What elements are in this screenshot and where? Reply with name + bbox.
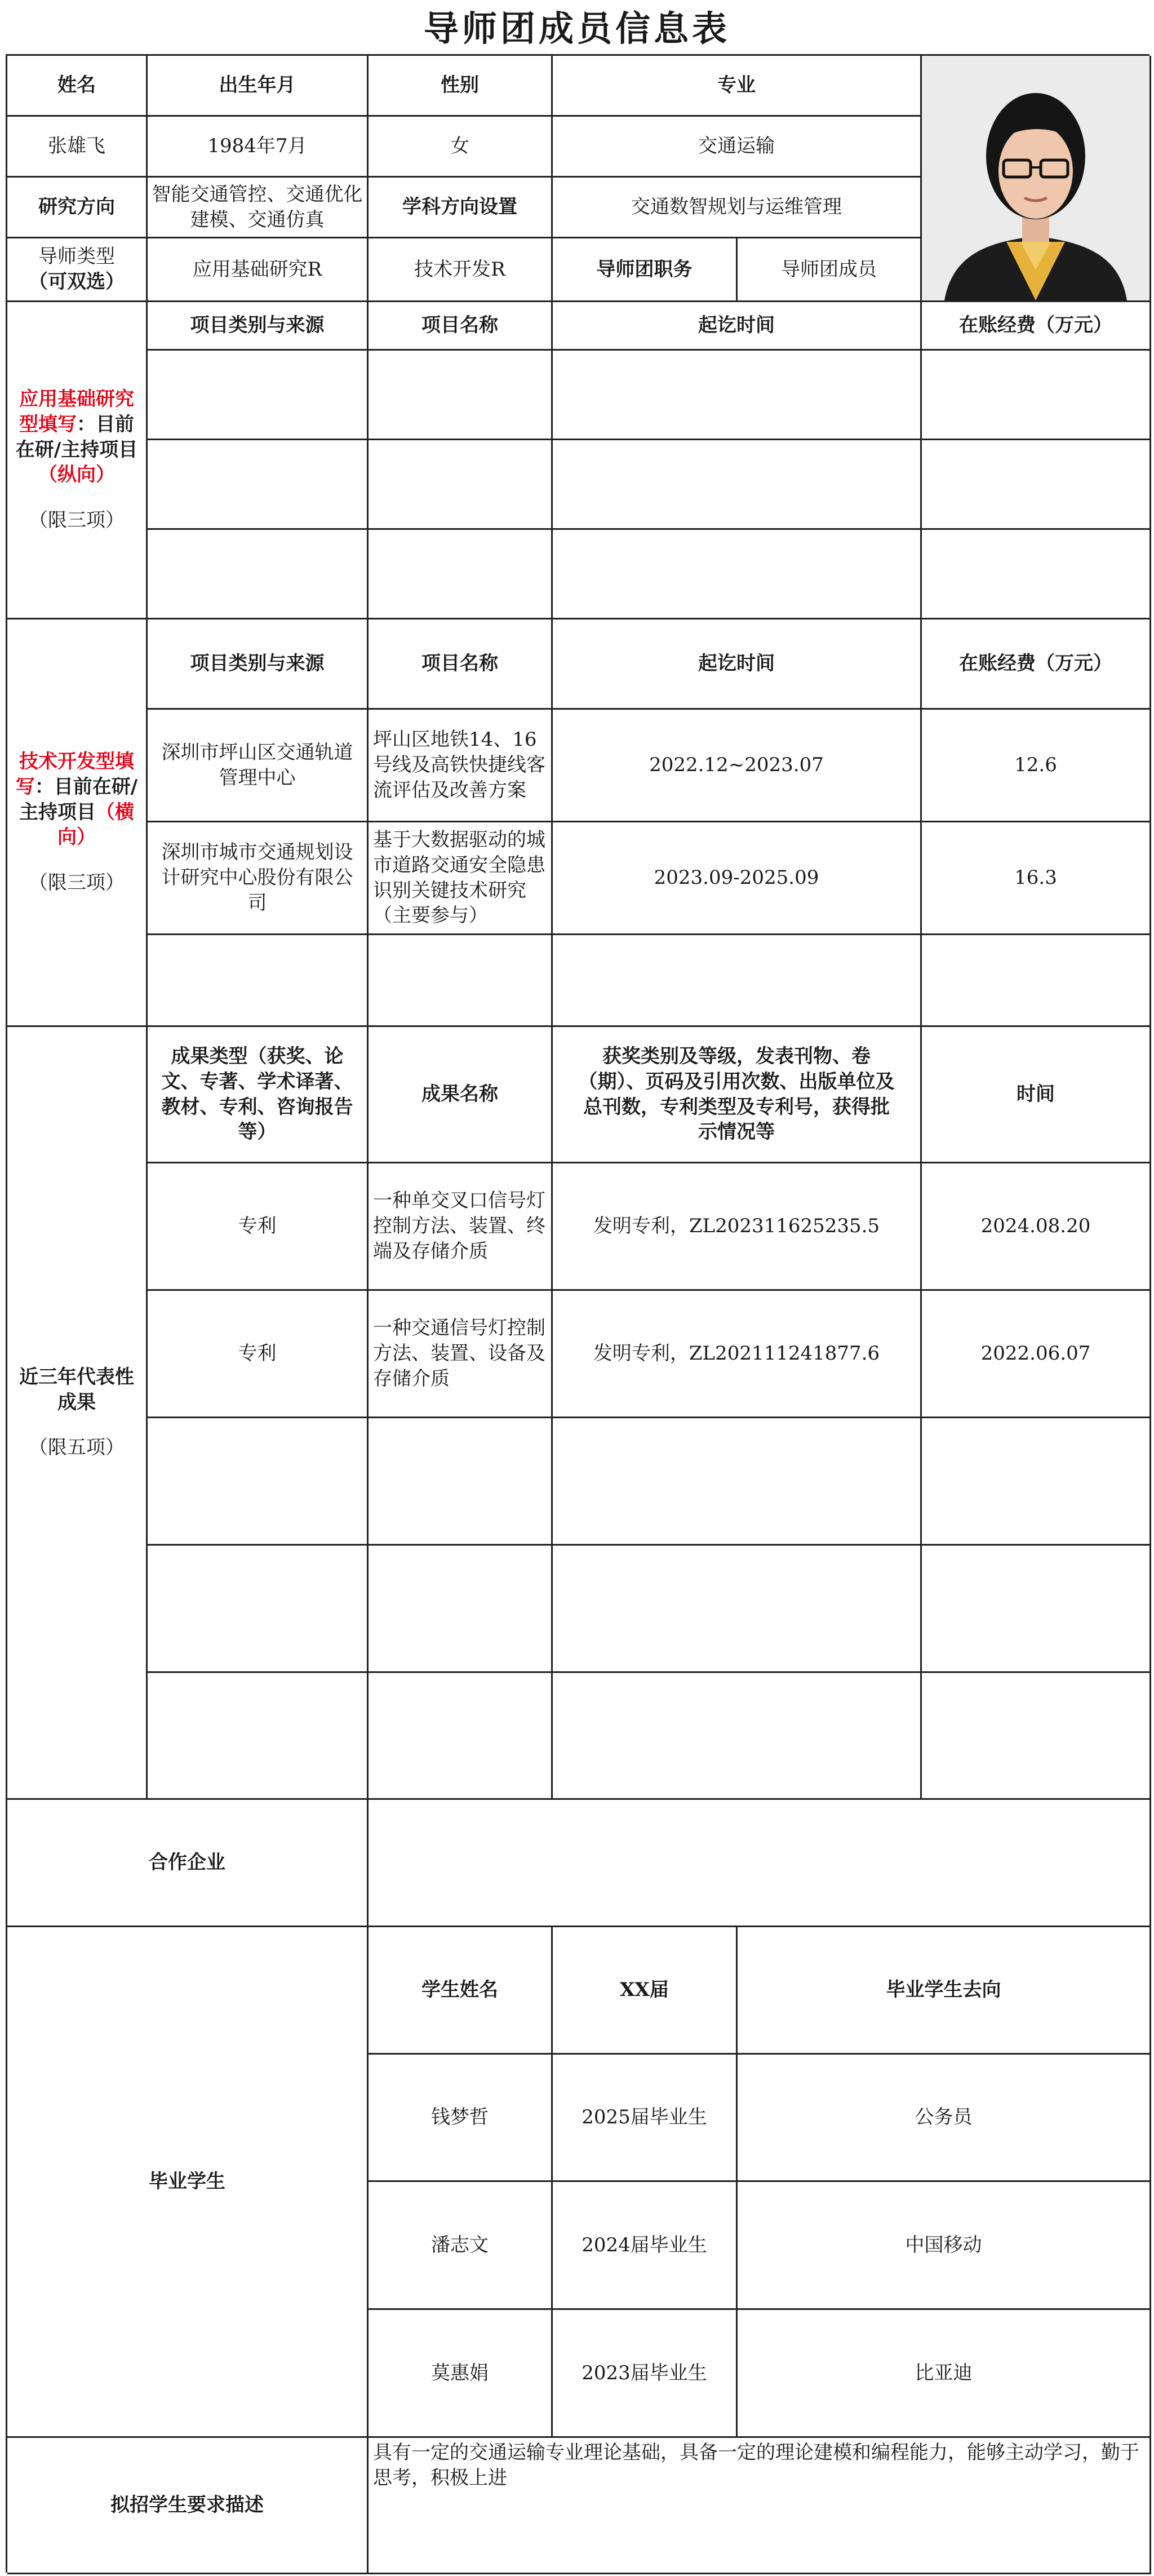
horizontal-limit: （限三项）: [29, 871, 125, 895]
vertical-cell: [369, 351, 553, 440]
achievement-cell: 一种交通信号灯控制方法、装置、设备及存储介质: [369, 1291, 553, 1418]
horizontal-cell: 12.6: [922, 710, 1151, 822]
achievement-cell: [553, 1546, 922, 1673]
requirements-label: 拟招学生要求描述: [7, 2438, 369, 2574]
major-value: 交通运输: [553, 117, 922, 178]
major-label: 专业: [553, 56, 922, 117]
horizontal-cell: [369, 935, 553, 1027]
graduate-cell: 2024届毕业生: [553, 2182, 738, 2310]
gender-label: 性别: [369, 56, 553, 117]
vertical-cell: [553, 351, 922, 440]
name-label: 姓名: [7, 56, 148, 117]
horizontal-projects-title: [12, 749, 141, 851]
vertical-cell: [553, 440, 922, 530]
name-value: 张雄飞: [7, 117, 148, 178]
vertical-red-text: 应用基础研究型填写: [19, 387, 134, 436]
horizontal-cell: [922, 935, 1151, 1027]
vertical-cell: [922, 351, 1151, 440]
cooperation-label: 合作企业: [7, 1800, 369, 1927]
gender-value: 女: [369, 117, 553, 178]
graduate-cell: 公务员: [738, 2055, 1151, 2182]
achievement-cell: [148, 1673, 369, 1800]
achievement-cell: 2022.06.07: [922, 1291, 1151, 1418]
achievement-cell: 2024.08.20: [922, 1163, 1151, 1291]
achievement-cell: [148, 1546, 369, 1673]
horizontal-header-name: 项目名称: [369, 619, 553, 710]
achievement-cell: [369, 1546, 553, 1673]
info-table: [6, 54, 1149, 2573]
vertical-projects-title: [12, 387, 141, 488]
horizontal-header-period: 起讫时间: [553, 619, 922, 710]
vertical-cell: [922, 530, 1151, 619]
vertical-header-source: 项目类别与来源: [148, 302, 369, 351]
horizontal-black-text: ：目前在研/主持项目: [19, 775, 138, 824]
graduate-cell: 中国移动: [738, 2182, 1151, 2310]
vertical-cell: [148, 440, 369, 530]
graduate-cell: 比亚迪: [738, 2310, 1151, 2438]
graduate-cell: 潘志文: [369, 2182, 553, 2310]
achievement-cell: 发明专利，ZL202111241877.6: [553, 1291, 922, 1418]
achievement-cell: [922, 1546, 1151, 1673]
horizontal-header-source: 项目类别与来源: [148, 619, 369, 710]
graduates-header-year: XX届: [553, 1927, 738, 2055]
achievements-title: 近三年代表性成果: [19, 1365, 134, 1414]
achievements-label: [7, 1027, 148, 1800]
achievement-cell: 发明专利，ZL202311625235.5: [553, 1163, 922, 1291]
achievement-header-detail: 获奖类别及等级，发表刊物、卷（期）、页码及引用次数、出版单位及总刊数，专利类型及专利号，获得批示情况等: [553, 1027, 922, 1163]
graduates-header-destination: 毕业学生去向: [738, 1927, 1151, 2055]
vertical-cell: [148, 530, 369, 619]
discipline-value: 交通数智规划与运维管理: [553, 178, 922, 238]
vertical-header-period: 起讫时间: [553, 302, 922, 351]
horizontal-cell: 坪山区地铁14、16号线及高铁快捷线客流评估及改善方案: [369, 710, 553, 822]
cooperation-value: [369, 1800, 1151, 1927]
horizontal-cell: 2022.12~2023.07: [553, 710, 922, 822]
mentor-type-option-basic: 应用基础研究R: [148, 238, 369, 302]
achievements-limit: （限五项）: [29, 1436, 125, 1459]
horizontal-header-funding: 在账经费（万元）: [922, 619, 1151, 710]
achievement-cell: 专利: [148, 1291, 369, 1418]
graduates-header-name: 学生姓名: [369, 1927, 553, 2055]
achievement-cell: [369, 1418, 553, 1546]
page-title: 导师团成员信息表: [423, 7, 730, 49]
horizontal-red-text: 技术开发型填写: [15, 750, 134, 798]
mentor-type-option-tech: 技术开发R: [369, 238, 553, 302]
birth-label: 出生年月: [148, 56, 369, 117]
graduate-cell: 2023届毕业生: [553, 2310, 738, 2438]
horizontal-cell: 2023.09-2025.09: [553, 822, 922, 935]
achievement-header-name: 成果名称: [369, 1027, 553, 1163]
vertical-cell: [369, 440, 553, 530]
requirements-value: 具有一定的交通运输专业理论基础，具备一定的理论建模和编程能力，能够主动学习，勤于思考，积极上进: [369, 2438, 1151, 2574]
vertical-header-name: 项目名称: [369, 302, 553, 351]
mentor-type-text: 导师类型: [38, 245, 115, 268]
vertical-black-text: ：目前在研/主持项目: [15, 413, 138, 461]
vertical-cell: [553, 530, 922, 619]
vertical-cell: [148, 351, 369, 440]
vertical-cell: [922, 440, 1151, 530]
horizontal-cell: 16.3: [922, 822, 1151, 935]
mentor-type-label: [7, 238, 148, 302]
horizontal-cell: [148, 935, 369, 1027]
graduate-cell: 钱梦哲: [369, 2055, 553, 2182]
achievement-cell: [369, 1673, 553, 1800]
graduate-cell: 莫惠娟: [369, 2310, 553, 2438]
team-role-label: 导师团职务: [553, 238, 738, 302]
horizontal-cell: 深圳市坪山区交通轨道管理中心: [148, 710, 369, 822]
graduate-cell: 2025届毕业生: [553, 2055, 738, 2182]
achievement-header-type: 成果类型（获奖、论文、专著、学术译著、教材、专利、咨询报告等）: [148, 1027, 369, 1163]
achievement-cell: [553, 1418, 922, 1546]
graduates-label: 毕业学生: [7, 1927, 369, 2438]
achievement-cell: [148, 1418, 369, 1546]
horizontal-cell: [553, 935, 922, 1027]
portrait-icon: [922, 56, 1149, 300]
achievement-cell: [553, 1673, 922, 1800]
horizontal-red-suffix: （横向）: [57, 800, 134, 849]
research-label: 研究方向: [7, 178, 148, 238]
achievement-cell: [922, 1673, 1151, 1800]
research-value: 智能交通管控、交通优化建模、交通仿真: [148, 178, 369, 238]
team-role-value: 导师团成员: [738, 238, 922, 302]
horizontal-projects-label: [7, 619, 148, 1027]
achievement-cell: 专利: [148, 1163, 369, 1291]
vertical-projects-label: [7, 302, 148, 619]
horizontal-cell: 深圳市城市交通规划设计研究中心股份有限公司: [148, 822, 369, 935]
person-photo: [922, 56, 1151, 302]
achievement-cell: [922, 1418, 1151, 1546]
vertical-cell: [369, 530, 553, 619]
achievement-header-date: 时间: [922, 1027, 1151, 1163]
vertical-red-suffix: （纵向）: [38, 463, 115, 486]
birth-value: 1984年7月: [148, 117, 369, 178]
horizontal-cell: 基于大数据驱动的城市道路交通安全隐患识别关键技术研究（主要参与）: [369, 822, 553, 935]
vertical-limit: （限三项）: [29, 509, 125, 532]
discipline-label: 学科方向设置: [369, 178, 553, 238]
achievement-cell: 一种单交叉口信号灯控制方法、装置、终端及存储介质: [369, 1163, 553, 1291]
mentor-type-note: （可双选）: [29, 271, 125, 293]
vertical-header-funding: 在账经费（万元）: [922, 302, 1151, 351]
